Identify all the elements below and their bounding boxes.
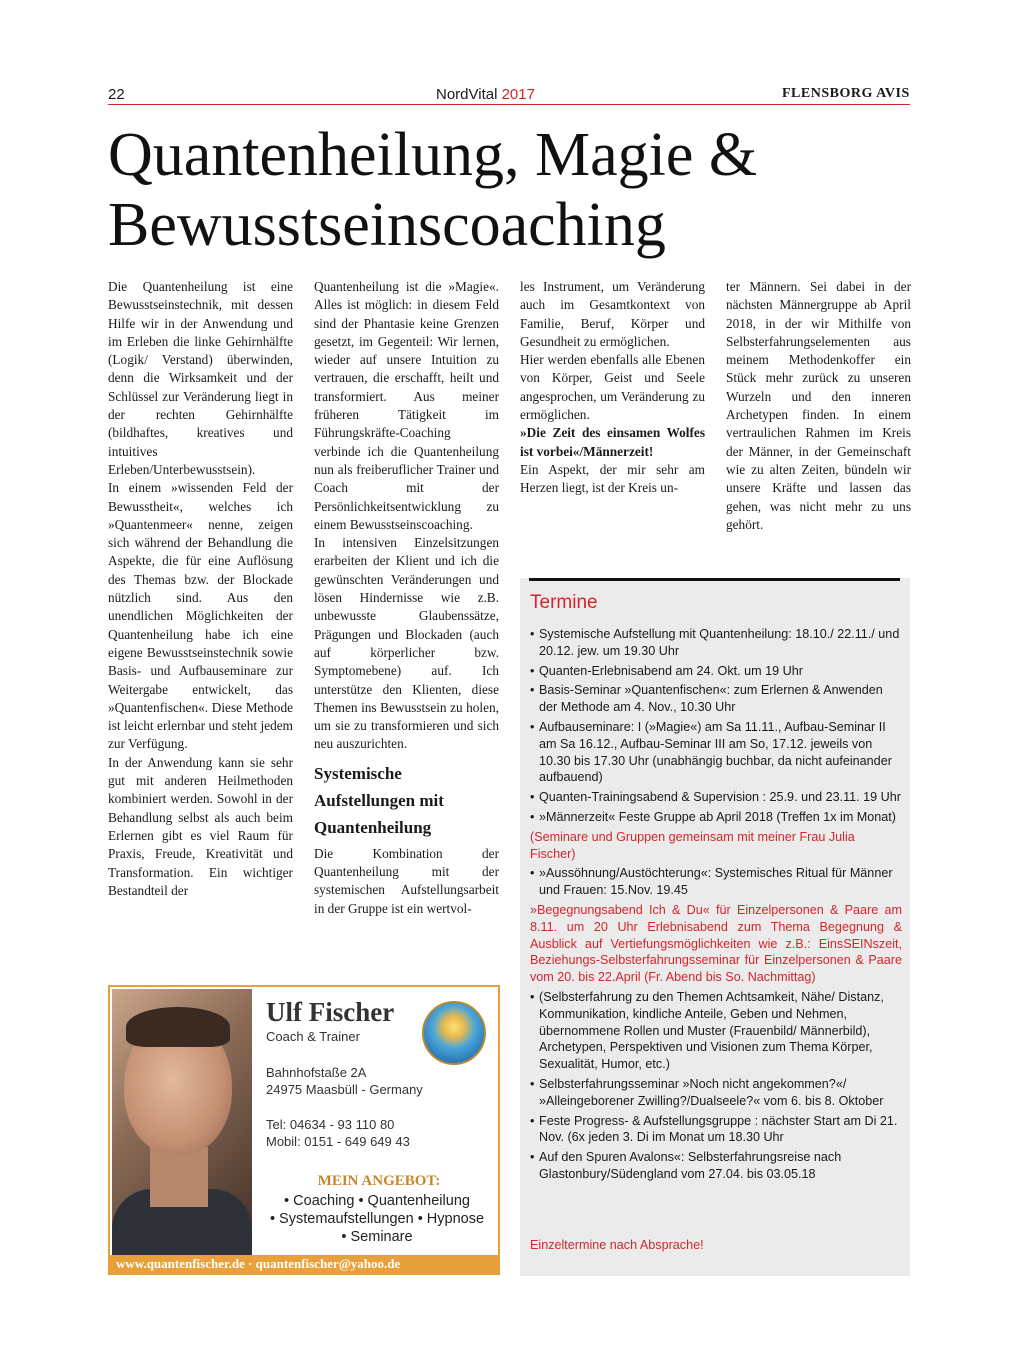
article-column-4 (726, 278, 911, 534)
list-item (530, 663, 902, 680)
list-item (530, 1149, 902, 1183)
paragraph: In intensiven Einzelsitzungen erarbeiten der Klient und ich die gewünschten Veränderungen und lösen Hindernisse wie z.B. unbewusste Glaubenssätze, Prägungen und Blockaden (auch auf körperlicher bzw. Symptomebene) auf. Ich unterstütze den Klienten, diese Themen ins Bewusstsein zu holen, um sie zu transformieren und sich neu auszurichten. (314, 535, 499, 752)
list-item (530, 626, 902, 660)
list-item (530, 789, 902, 806)
article-headline: Quantenheilung, Magie & Bewusstseinscoaching (108, 121, 758, 259)
bullet-icon: • (530, 866, 535, 881)
bullet-icon: • (530, 809, 535, 824)
paragraph: ter Männern. Sei dabei in der nächsten Männergruppe ab April 2018, in der wir Mithilfe von Selbsterfahrungselementen aus meinem Methodenkoffer ein Stück mehr zurück zu unseren Wurzeln und den inneren Archetypen finden. In einem vertraulichen Rahmen im Kreis der Männer, in der Gemeinschaft wie zu alten Zeiten, bündeln wir unsere Kräfte und lassen das gehen, was nicht mehr zu uns gehört. (726, 279, 911, 532)
magazine-title (436, 86, 535, 103)
termine-top-rule (529, 578, 900, 581)
list-item-text: Feste Progress- & Aufstellungsgruppe : nächster Start am Di 21. Nov. (6x jeden 3. Di im Monat um 18.30 Uhr (539, 1113, 898, 1145)
termine-list (530, 626, 902, 1186)
termine-box (520, 578, 910, 1276)
bullet-icon: • (530, 683, 535, 698)
header-rule (108, 104, 910, 105)
list-item (530, 1076, 902, 1110)
portrait-photo (112, 989, 252, 1257)
paragraph: In einem »wissenden Feld der Bewusstheit«, welches ich »Quantenmeer« nenne, zeigen sich während der Behandlung die Aspekte, die für eine Auflösung des Themas bzw. der Blockade nützlich sind. Aus den unendlichen Möglichkeiten der Quantenheilung habe ich eine eigene Bewusstseinstechnik sowie Basis- und Aufbauseminare zur Weitergabe entwickelt, das »Quantenfischen«. Diese Methode ist leicht erlernbar und steht jedem zur Verfügung. (108, 480, 293, 752)
bold-subheading: »Die Zeit des einsamen Wolfes ist vorbei«/Männerzeit! (520, 425, 705, 459)
ad-address-city: 24975 Maasbüll - Germany (266, 1082, 423, 1097)
photo-hair (126, 1007, 230, 1047)
list-item-text: Quanten-Erlebnisabend am 24. Okt. um 19 Uhr (539, 663, 803, 678)
paragraph: les Instrument, um Veränderung auch im Gesamtkontext von Familie, Beruf, Körper und Gesundheit zu ermöglichen. (520, 279, 705, 349)
article-column-2 (314, 278, 499, 918)
paragraph: Ein Aspekt, der mir sehr am Herzen liegt, ist der Kreis un- (520, 461, 705, 496)
section-subheading: Systemische Aufstellungen mit Quantenheilung (314, 763, 444, 837)
list-item-text: Auf den Spuren Avalons«: Selbsterfahrungsreise nach Glastonbury/Südengland vom 27.04. bis 03.05.18 (539, 1150, 842, 1181)
bullet-icon: • (530, 663, 535, 678)
paragraph: Die Kombination der Quantenheilung mit der systemischen Aufstellungsarbeit in der Gruppe ist ein wertvol- (314, 845, 499, 916)
list-item-text: Selbsterfahrungsseminar »Noch nicht angekommen?«/ »Alleingeborener Zwilling?/Dualseele?« vom 6. bis 8. Oktober (539, 1076, 884, 1108)
ad-role: Coach & Trainer (266, 1029, 360, 1044)
termine-red-note: (Seminare und Gruppen gemeinsam mit meiner Frau Julia Fischer) (530, 829, 855, 861)
sun-sea-logo-icon (422, 1001, 486, 1065)
list-item (530, 1113, 902, 1147)
bullet-icon: • (530, 1113, 535, 1128)
ad-address-street: Bahnhofstaße 2A (266, 1065, 367, 1080)
list-item (530, 989, 902, 1073)
paragraph: Die Quantenheilung ist eine Bewusstseinstechnik, mit dessen Hilfe wir in der Anwendung und im Erleben die linke Gehirnhälfte (Logik/ Verstand) überwinden, denn die Wirksamkeit und der Schlüssel zur Veränderung liegt in der rechten Gehirnhälfte (bildhaftes, kreatives und intuitives Erleben/Unterbewusstsein). (108, 279, 293, 477)
bullet-icon: • (530, 627, 535, 641)
termine-title: Termine (530, 592, 598, 613)
list-item-text: (Selbsterfahrung zu den Themen Achtsamkeit, Nähe/ Distanz, Kommunikation, kindliche Anteile, Geben und Nehmen, übernommene Rollen und Muster (Frauenbild/ Männerbild), Archetypen, Perspektiven und Visionen zum Thema Körper, Sexualität, Humor, etc.) (539, 989, 884, 1072)
paragraph: Hier werden ebenfalls alle Ebenen von Körper, Geist und Seele angesprochen, um Veränderung zu ermöglichen. (520, 352, 705, 423)
list-item-text: Aufbauseminare: I (»Magie«) am Sa 11.11., Aufbau-Seminar II am Sa 16.12., Aufbau-Seminar III am So, 17.12. jeweils von 10.30 bis 17.30 Uhr (unabhängig buchbar, da nicht aufeinander aufbauend) (539, 719, 892, 785)
bullet-icon: • (530, 790, 535, 805)
bullet-icon: • (530, 989, 535, 1004)
ad-offer-title: MEIN ANGEBOT: (317, 1173, 441, 1189)
bullet-icon: • (530, 719, 535, 734)
magazine-year: 2017 (501, 86, 535, 103)
ad-mobile: Mobil: 0151 - 649 649 43 (266, 1134, 410, 1149)
ad-name: Ulf Fischer (266, 997, 395, 1027)
newspaper-logo: FLENSBORG AVIS (782, 86, 910, 101)
article-column-3 (520, 278, 705, 498)
page-number: 22 (108, 86, 125, 103)
ad-telephone: Tel: 04634 - 93 110 80 (266, 1117, 395, 1132)
ad-offer-line: • Coaching • Quantenheilung (284, 1193, 470, 1209)
ad-offer-list (246, 1192, 508, 1246)
list-item (530, 809, 902, 826)
list-item-text: »Männerzeit« Feste Gruppe ab April 2018 (Treffen 1x im Monat) (539, 809, 897, 824)
ad-offer-line: • Seminare (341, 1229, 413, 1245)
ad-contact-link[interactable]: www.quantenfischer.de · quantenfischer@yahoo.de (110, 1255, 498, 1273)
list-item-text: Quanten-Trainingsabend & Supervision : 25.9. und 23.11. 19 Uhr (539, 790, 901, 805)
paragraph: In der Anwendung kann sie sehr gut mit anderen Heilmethoden kombiniert werden. Sowohl in der Behandlung selbst als auch beim Erlernen gibt es viel Raum für Praxis, Freude, Kreativität und Transformation. Ein wichtiger Bestandteil der (108, 754, 293, 898)
termine-red-block: »Begegnungsabend Ich & Du« für Einzelpersonen & Paare am 8.11. um 20 Uhr Erlebnisabend zum Thema Begegnung & Ausblick auf Vertiefungsmöglichkeiten wie z.B.: EinsSEINszeit, Beziehungs-Selbsterfahrungsseminar für Einzelpersonen & Paare vom 20. bis 22.April (Fr. Abend bis So. Nachmittag) (530, 902, 902, 985)
ad-offer-line: • Systemaufstellungen • Hypnose (269, 1211, 485, 1227)
list-item-text: »Aussöhnung/Austöchterung«: Systemisches Ritual für Männer und Frauen: 15.Nov. 19.45 (539, 866, 893, 898)
list-item-text: Systemische Aufstellung mit Quantenheilung: 18.10./ 22.11./ und 20.12. jew. um 19.30 Uhr (539, 627, 900, 658)
photo-neck (150, 1147, 208, 1207)
bullet-icon: • (530, 1076, 535, 1091)
list-item (530, 865, 902, 899)
list-item (530, 719, 902, 786)
list-item-text: Basis-Seminar »Quantenfischen«: zum Erlernen & Anwenden der Methode am 4. Nov., 10.30 Uhr (539, 683, 883, 715)
termine-footer: Einzeltermine nach Absprache! (530, 1238, 704, 1252)
paragraph: Quantenheilung ist die »Magie«. Alles ist möglich: in diesem Feld sind der Phantasie keine Grenzen gesetzt, im Gegenteil: Wir lernen, wieder auf unsere Intuition zu vertrauen, die erschafft, heilt und transformiert. Aus meiner früheren Tätigkeit im Führungskräfte-Coaching verbinde ich die Quantenheilung nun als freiberuflicher Trainer und Coach mit der Persönlichkeitsentwicklung zu einem Bewusstseinscoaching. (314, 279, 499, 532)
article-column-1 (108, 278, 293, 900)
bullet-icon: • (530, 1150, 535, 1165)
magazine-name: NordVital (436, 86, 498, 103)
list-item (530, 682, 902, 716)
advertisement (108, 985, 500, 1275)
